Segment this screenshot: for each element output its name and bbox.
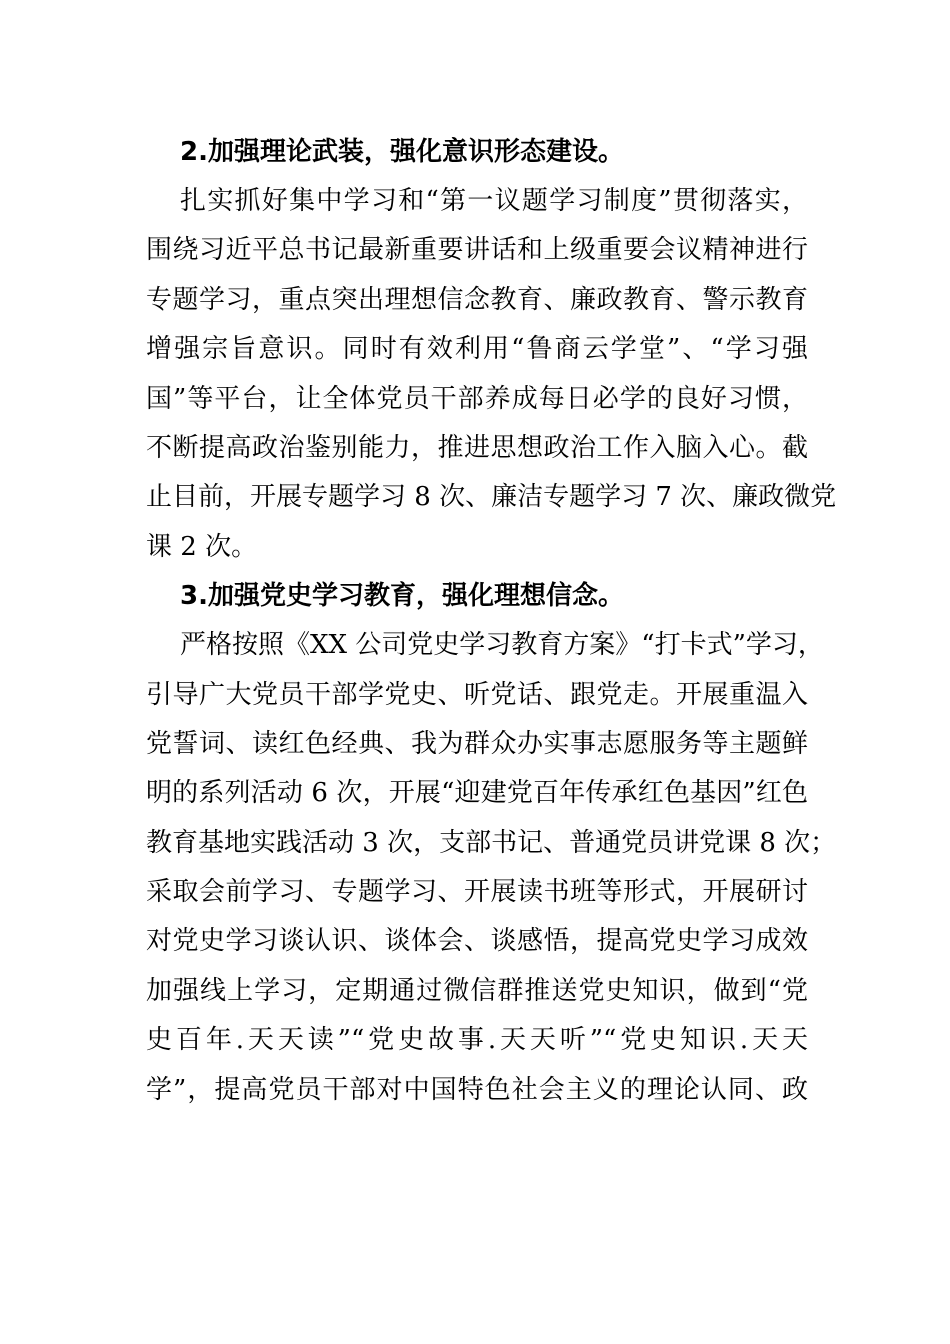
paragraph-line: 对党史学习谈认识、谈体会、谈感悟，提高党史学习成效	[146, 926, 808, 957]
paragraph-line: 加强线上学习，定期通过微信群推送党史知识，做到“党	[146, 975, 808, 1006]
section-heading: 3.加强党史学习教育，强化理想信念。	[180, 581, 624, 612]
paragraph-line: 引导广大党员干部学党史、听党话、跟党走。开展重温入	[146, 679, 808, 710]
paragraph-line: 围绕习近平总书记最新重要讲话和上级重要会议精神进行	[146, 235, 808, 266]
paragraph-line: 严格按照《XX 公司党史学习教育方案》“打卡式”学习，	[180, 630, 824, 661]
paragraph-line: 采取会前学习、专题学习、开展读书班等形式，开展研讨	[146, 877, 808, 908]
paragraph-line: 党誓词、读红色经典、我为群众办实事志愿服务等主题鲜	[146, 728, 808, 759]
paragraph-line: 明的系列活动 6 次，开展“迎建党百年传承红色基因”红色	[146, 778, 808, 809]
paragraph-line: 止目前，开展专题学习 8 次、廉洁专题学习 7 次、廉政微党	[146, 482, 837, 513]
paragraph-line: 课 2 次。	[146, 531, 258, 562]
paragraph-line: 扎实抓好集中学习和“第一议题学习制度”贯彻落实，	[180, 186, 808, 216]
document-body	[146, 128, 837, 1115]
paragraph-line: 学”，提高党员干部对中国特色社会主义的理论认同、政	[146, 1074, 808, 1105]
paragraph-line: 国”等平台，让全体党员干部养成每日必学的良好习惯，	[146, 383, 808, 414]
paragraph-line: 史百年.天天读”“党史故事.天天听”“党史知识.天天	[146, 1025, 808, 1056]
section-heading: 2.加强理论武装，强化意识形态建设。	[180, 137, 624, 167]
paragraph-line: 专题学习，重点突出理想信念教育、廉政教育、警示教育	[146, 284, 808, 315]
paragraph-line: 增强宗旨意识。同时有效利用“鲁商云学堂”、“学习强	[146, 334, 808, 365]
paragraph-line: 不断提高政治鉴别能力，推进思想政治工作入脑入心。截	[146, 432, 808, 463]
paragraph-line: 教育基地实践活动 3 次，支部书记、普通党员讲党课 8 次；	[146, 827, 837, 858]
